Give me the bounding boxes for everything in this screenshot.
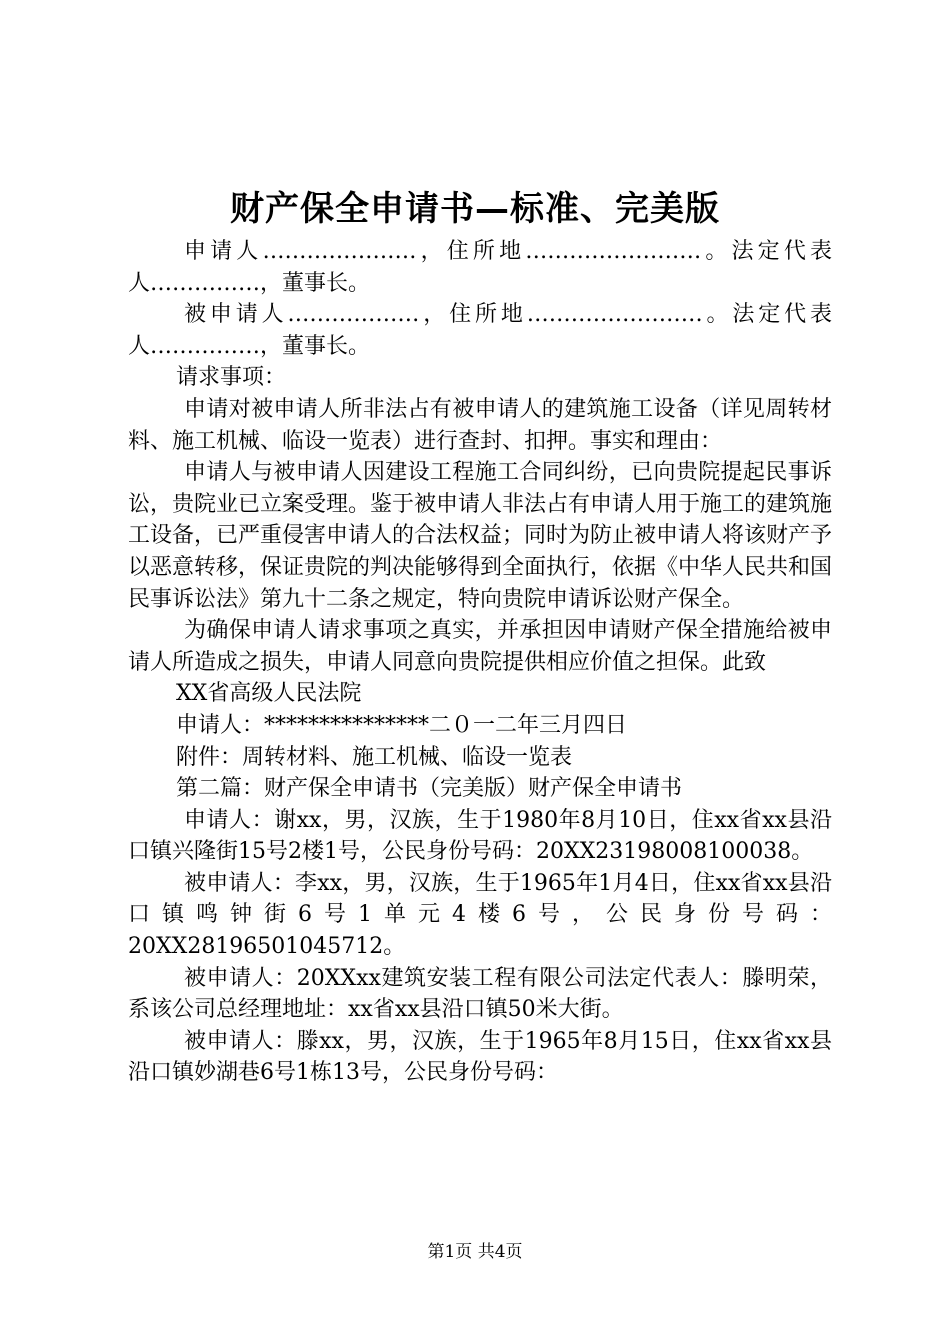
- paragraph-reasons: 申请人与被申请人因建设工程施工合同纠纷，已向贵院提起民事诉讼，贵院业已立案受理。鉴于被申请人非法占有申请人用于施工的建筑施工设备，已严重侵害申请人的合法权益；同时为防止被申请人将该财产予以恶意转移，保证贵院的判决能够得到全面执行，依据《中华人民共和国民事诉讼法》第九十二条之规定，特向贵院申请诉讼财产保全。: [128, 460, 833, 612]
- paragraph-respondent-company: 被申请人：20XXxx建筑安装工程有限公司法定代表人：滕明荣，系该公司总经理地址：xx省xx县沿口镇50米大街。: [128, 965, 832, 1023]
- paragraph-respondent-teng: 被申请人：滕xx，男，汉族，生于1965年8月15日，住xx省xx县沿口镇妙湖巷6号1栋13号，公民身份号码：: [128, 1028, 832, 1086]
- paragraph-guarantee: 为确保申请人请求事项之真实，并承担因申请财产保全措施给被申请人所造成之损失，申请人同意向贵院提供相应价值之担保。此致: [128, 618, 832, 675]
- paragraph-respondent: 被申请人………………，住所地……………………。法定代表人……………，董事长。: [128, 302, 832, 359]
- paragraph-request-heading: 请求事项：: [176, 365, 287, 391]
- paragraph-applicant-xie: 申请人：谢xx，男，汉族，生于1980年8月10日，住xx省xx县沿口镇兴隆街15号2楼1号，公民身份号码：20XX23198008100038。: [128, 807, 832, 865]
- paragraph-signature-date: 申请人：***************二０一二年三月四日: [176, 712, 628, 738]
- paragraph-part-two-heading: 第二篇：财产保全申请书（完美版）财产保全申请书: [176, 776, 683, 802]
- paragraph-request-content: 申请对被申请人所非法占有被申请人的建筑施工设备（详见周转材料、施工机械、临设一览表）进行查封、扣押。事实和理由：: [128, 396, 832, 454]
- page-footer: 第1页 共4页: [427, 1242, 523, 1262]
- paragraph-court: XX省高级人民法院: [176, 681, 362, 707]
- paragraph-attachment: 附件：周转材料、施工机械、临设一览表: [176, 744, 573, 770]
- paragraph-respondent-li: 被申请人：李xx，男，汉族，生于1965年1月4日，住xx省xx县沿口镇鸣钟街6号1单元4楼6号，公民身份号码：20XX28196501045712。: [128, 870, 832, 960]
- paragraph-applicant: 申请人…………………，住所地……………………。法定代表人……………，董事长。: [128, 239, 832, 296]
- document-body: [128, 236, 832, 1089]
- document-title: 财产保全申请书—标准、完美版: [230, 189, 720, 229]
